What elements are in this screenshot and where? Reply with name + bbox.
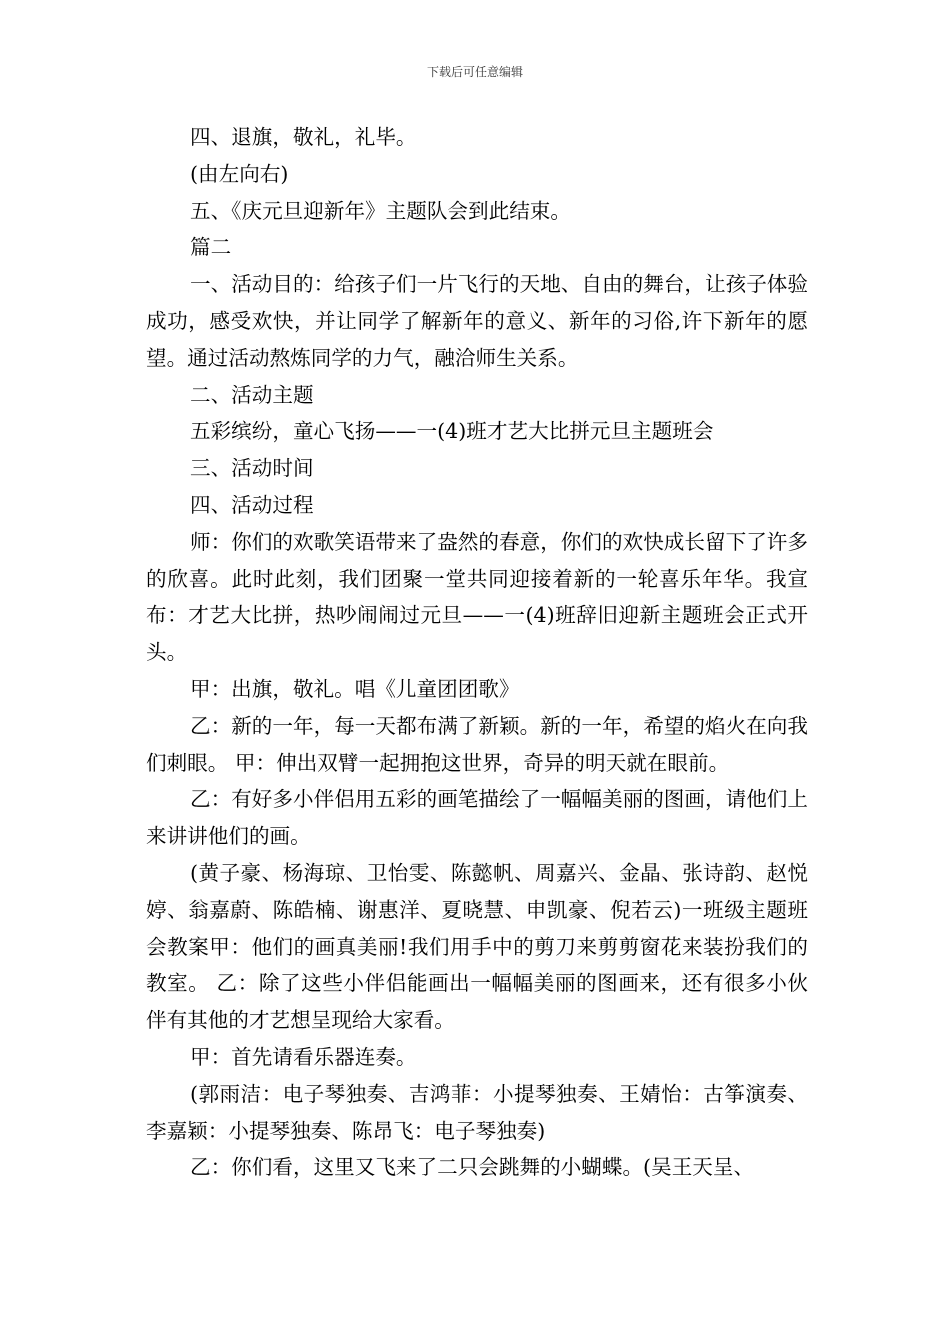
paragraph-activity-purpose: 一、活动目的：给孩子们一片飞行的天地、自由的舞台，让孩子体验成功，感受欢快，并让同学了解新年的意义、新年的习俗,许下新年的愿望。通过活动熬炼同学的力气，融洽师生关系。 xyxy=(146,272,808,370)
paragraph-new-year-dialogue: 乙：新的一年，每一天都布满了新颖。新的一年，希望的焰火在向我们刺眼。 甲：伸出双臂一起拥抱这世界，奇异的明天就在眼前。 xyxy=(146,713,808,775)
paragraph-closing-flag: 四、退旗，敬礼，礼毕。 xyxy=(190,125,417,149)
document-body xyxy=(146,119,808,1186)
paragraph-teacher-speech: 师：你们的欢歌笑语带来了盎然的春意，你们的欢快成长留下了许多的欣喜。此时此刻，我们团聚一堂共同迎接着新的一轮喜乐年华。我宣布：才艺大比拼，热吵闹闹过元旦——一(4)班辞旧迎新主题班会正式开头。 xyxy=(146,529,808,665)
paragraph-theme-title: 五彩缤纷，童心飞扬——一(4)班才艺大比拼元旦主题班会 xyxy=(190,419,714,444)
heading-activity-theme: 二、活动主题 xyxy=(190,382,314,407)
paragraph-butterfly-dance: 乙：你们看，这里又飞来了二只会跳舞的小蝴蝶。(吴王天呈、 xyxy=(190,1155,755,1180)
paragraph-drawing-students: (黄子豪、杨海琼、卫怡雯、陈懿帆、周嘉兴、金晶、张诗韵、赵悦婷、翁嘉蔚、陈皓楠、谢惠洋、夏晓慧、申凯豪、倪若云)一班级主题班会教案甲：他们的画真美丽!我们用手中的剪刀来剪剪窗花来装扮我们的教室。 乙：除了这些小伴侣能画出一幅幅美丽的图画来，还有很多小伙伴有其他的才艺想呈现给大家看。 xyxy=(146,860,808,1033)
paragraph-meeting-end: 五、《庆元旦迎新年》主题队会到此结束。 xyxy=(190,198,571,223)
paragraph-direction-note: (由左向右) xyxy=(190,161,289,186)
paragraph-instrument-intro: 甲：首先请看乐器连奏。 xyxy=(190,1044,417,1069)
section-heading-part-two: 篇二 xyxy=(190,235,232,260)
heading-activity-time: 三、活动时间 xyxy=(190,456,314,481)
paragraph-flag-ceremony: 甲：出旗，敬礼。唱《儿童团团歌》 xyxy=(190,676,520,701)
heading-activity-process: 四、活动过程 xyxy=(190,492,314,517)
paragraph-instrument-performers: (郭雨洁：电子琴独奏、吉鸿菲：小提琴独奏、王婧怡：古筝演奏、李嘉颖：小提琴独奏、陈昂飞：电子琴独奏) xyxy=(146,1081,808,1143)
page-header: 下载后可任意编辑 xyxy=(426,65,523,79)
paragraph-drawings-intro: 乙：有好多小伴侣用五彩的画笔描绘了一幅幅美丽的图画，请他们上来讲讲他们的画。 xyxy=(146,787,808,849)
